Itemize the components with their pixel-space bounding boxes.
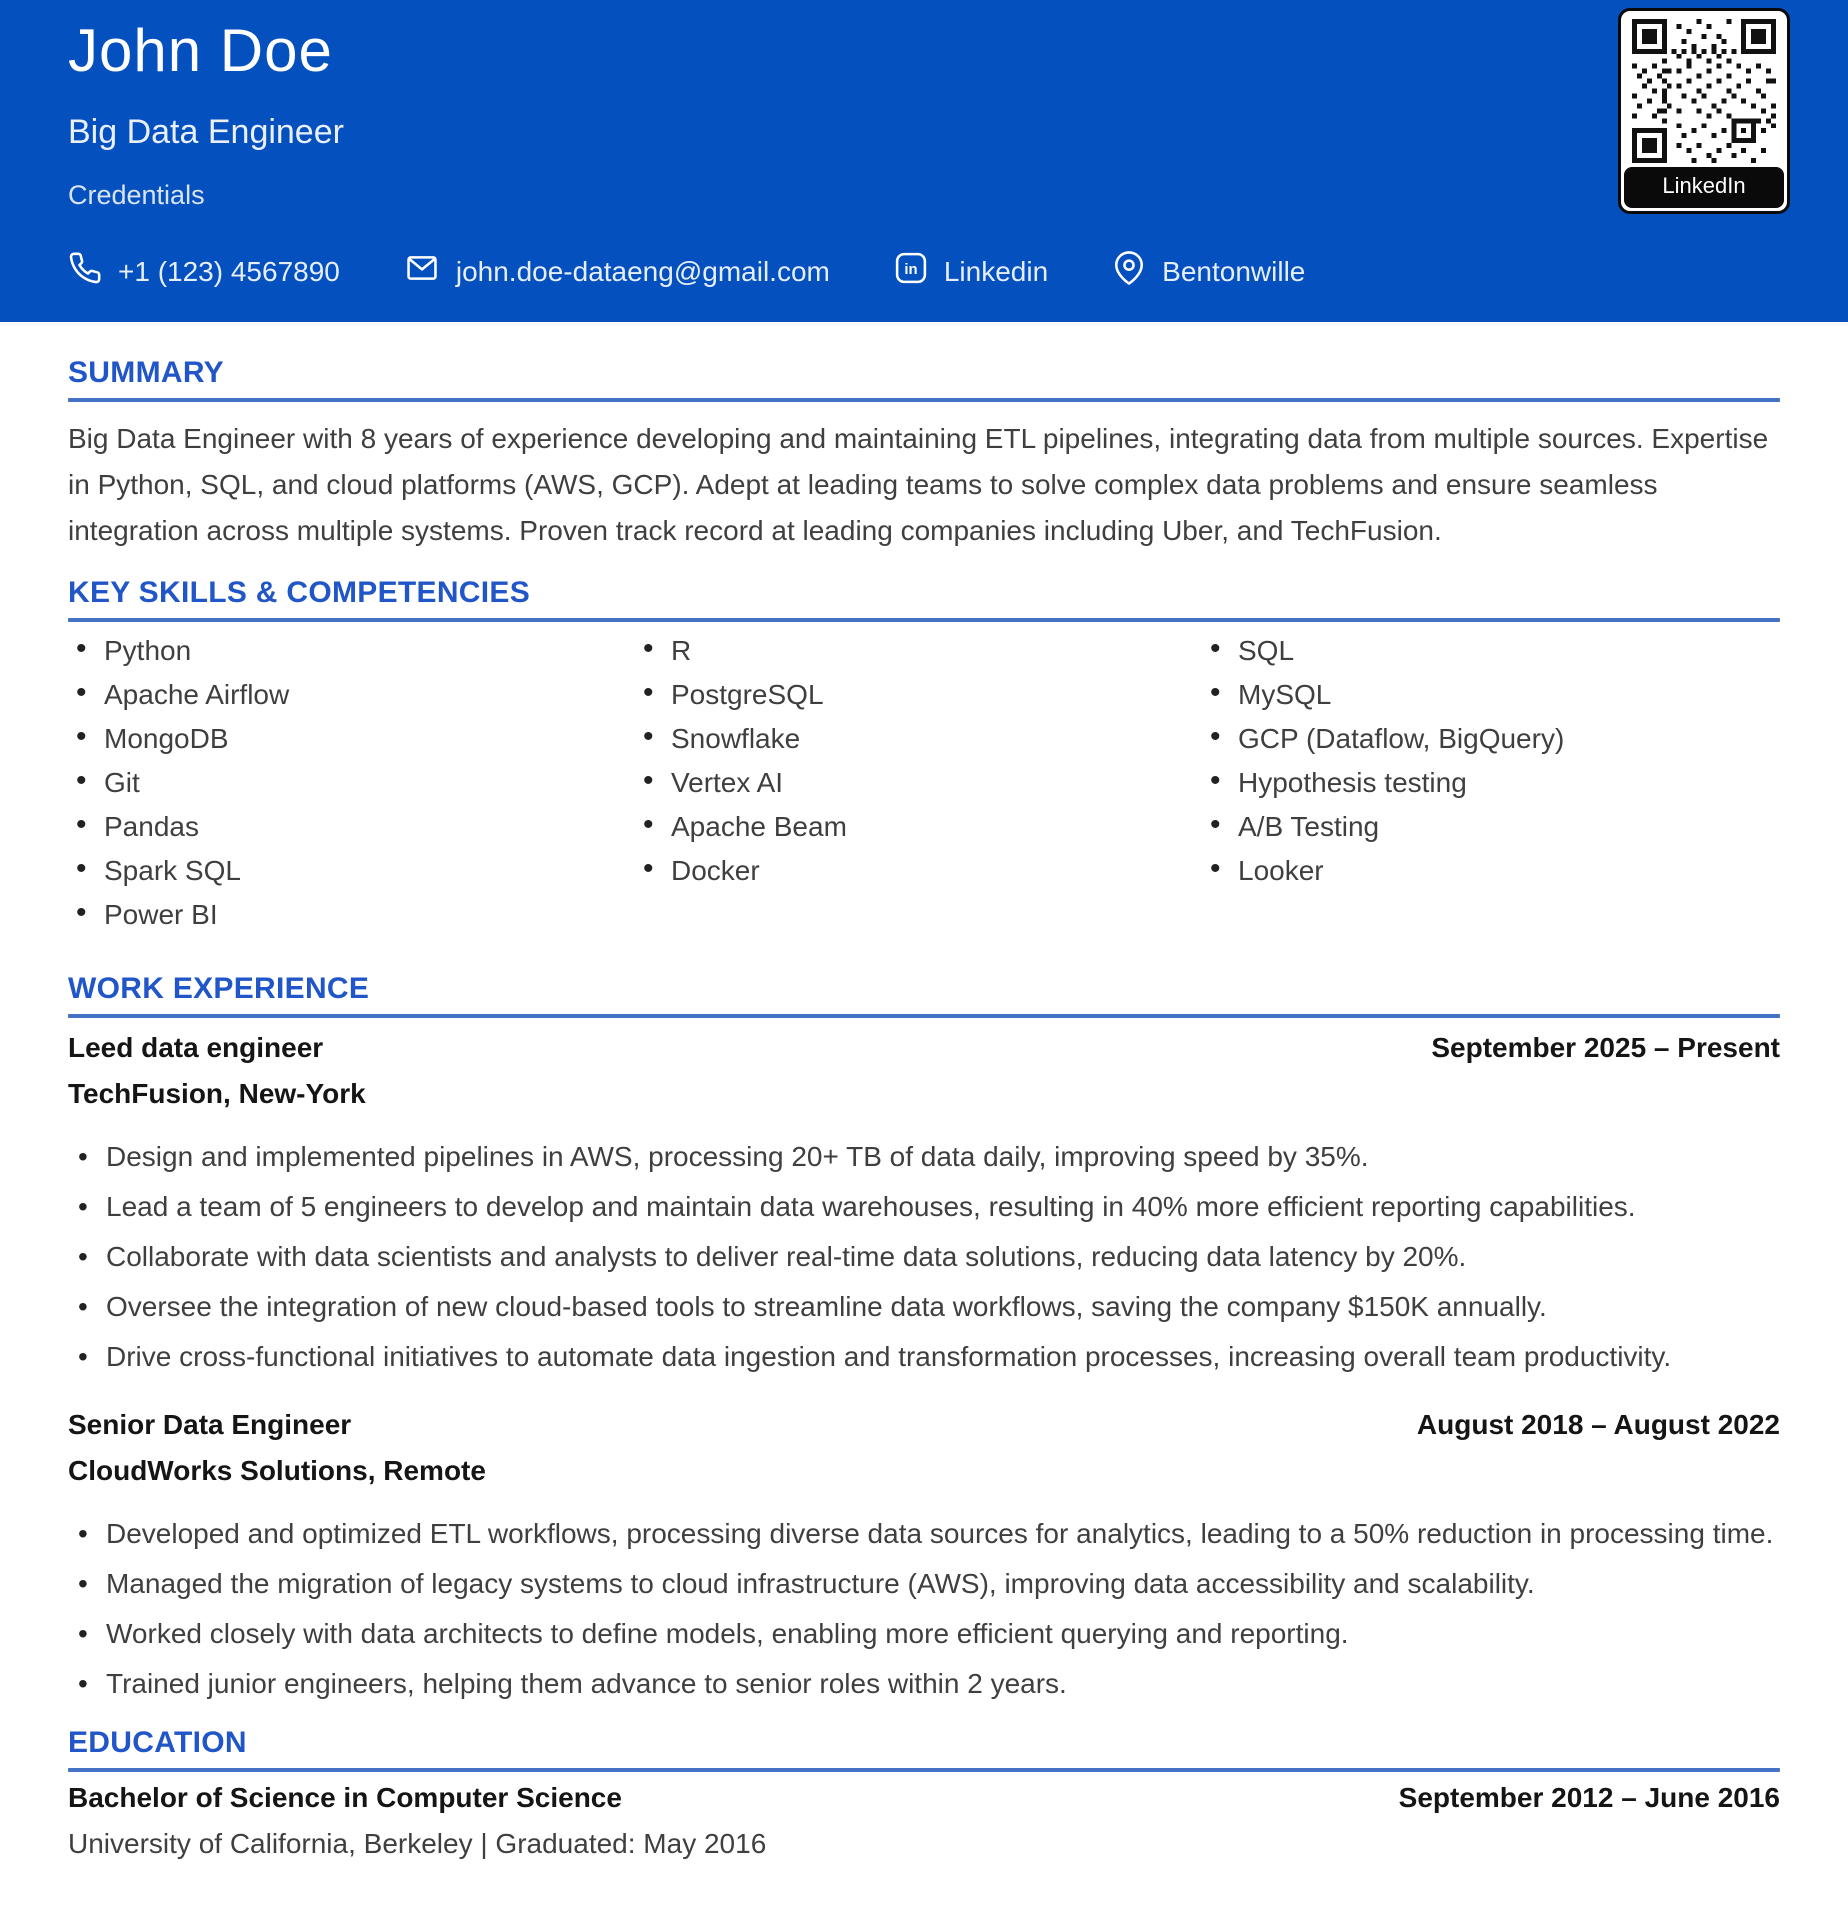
job-bullet: • Design and implemented pipelines in AWS, processing 20+ TB of data daily, improving speed by 35%. bbox=[68, 1134, 1780, 1179]
section-heading-summary: SUMMARY bbox=[68, 356, 224, 389]
contact-email[interactable] bbox=[404, 251, 830, 292]
contact-location-text: Bentonwille bbox=[1162, 255, 1306, 287]
section-heading-education: EDUCATION bbox=[68, 1726, 247, 1759]
skills-column-2 bbox=[635, 636, 1202, 944]
skill-item: • Pandas bbox=[68, 812, 635, 841]
qr-code bbox=[1632, 19, 1776, 163]
skill-item: • Snowflake bbox=[635, 724, 1202, 753]
skill-item: • Python bbox=[68, 636, 635, 665]
phone-icon bbox=[68, 251, 118, 292]
qr-code-card[interactable] bbox=[1618, 8, 1790, 214]
job-bullet: • Managed the migration of legacy systems to cloud infrastructure (AWS), improving data accessibility and scalability. bbox=[68, 1561, 1780, 1606]
skill-item: • R bbox=[635, 636, 1202, 665]
section-divider bbox=[68, 618, 1780, 622]
job-bullet: • Trained junior engineers, helping them advance to senior roles within 2 years. bbox=[68, 1661, 1780, 1706]
job-bullet: • Collaborate with data scientists and analysts to deliver real-time data solutions, reducing data latency by 20%. bbox=[68, 1234, 1780, 1279]
skill-item: • MySQL bbox=[1202, 680, 1769, 709]
skill-item: • Hypothesis testing bbox=[1202, 768, 1769, 797]
skill-item: • SQL bbox=[1202, 636, 1769, 665]
location-pin-icon bbox=[1112, 251, 1162, 292]
qr-label: LinkedIn bbox=[1624, 167, 1784, 208]
skill-item: • Git bbox=[68, 768, 635, 797]
education-school: University of California, Berkeley | Graduated: May 2016 bbox=[68, 1828, 767, 1859]
contact-location bbox=[1112, 251, 1305, 292]
section-divider bbox=[68, 1768, 1780, 1772]
skill-item: • PostgreSQL bbox=[635, 680, 1202, 709]
skills-column-1 bbox=[68, 636, 635, 944]
section-divider bbox=[68, 1014, 1780, 1018]
contact-email-text: john.doe-dataeng@gmail.com bbox=[455, 255, 830, 287]
section-divider bbox=[68, 398, 1780, 402]
job-bullet-list bbox=[68, 1511, 1780, 1706]
resume-body bbox=[0, 356, 1848, 1860]
credentials-label: Credentials bbox=[68, 180, 205, 210]
contact-linkedin-text: Linkedin bbox=[943, 255, 1049, 287]
job-entry bbox=[68, 1032, 1780, 1379]
person-name: John Doe bbox=[68, 17, 333, 84]
job-title-text: Leed data engineer bbox=[68, 1032, 324, 1063]
job-bullet-list bbox=[68, 1134, 1780, 1379]
contact-phone-text: +1 (123) 4567890 bbox=[118, 255, 340, 287]
contact-phone bbox=[68, 251, 340, 292]
skill-item: • Apache Airflow bbox=[68, 680, 635, 709]
skill-item: • Apache Beam bbox=[635, 812, 1202, 841]
skill-item: • Spark SQL bbox=[68, 856, 635, 885]
job-company: CloudWorks Solutions, Remote bbox=[68, 1455, 486, 1486]
job-bullet: • Oversee the integration of new cloud-based tools to streamline data workflows, saving the company $150K annually. bbox=[68, 1284, 1780, 1329]
section-heading-experience: WORK EXPERIENCE bbox=[68, 972, 370, 1005]
education-dates: September 2012 – June 2016 bbox=[1398, 1782, 1780, 1813]
job-title-text: Senior Data Engineer bbox=[68, 1409, 352, 1440]
job-bullet: • Worked closely with data architects to define models, enabling more efficient querying and reporting. bbox=[68, 1611, 1780, 1656]
skill-item: • Vertex AI bbox=[635, 768, 1202, 797]
job-entry bbox=[68, 1409, 1780, 1706]
header bbox=[0, 0, 1848, 322]
job-dates: August 2018 – August 2022 bbox=[1416, 1409, 1780, 1440]
job-head bbox=[68, 1032, 1780, 1064]
job-bullet: • Drive cross-functional initiatives to automate data ingestion and transformation processes, increasing overall team productivity. bbox=[68, 1334, 1780, 1379]
summary-text: Big Data Engineer with 8 years of experience developing and maintaining ETL pipelines, integrating data from multiple sources. Expertise in Python, SQL, and cloud platforms (AWS, GCP). Adept at leading teams to solve complex data problems and ensure seamless integration across multiple systems. Proven track record at leading companies including Uber, and TechFusion. bbox=[68, 423, 1769, 546]
skill-item: • Docker bbox=[635, 856, 1202, 885]
skills-grid bbox=[68, 636, 1780, 944]
svg-text:in: in bbox=[904, 262, 918, 279]
job-title: Big Data Engineer bbox=[68, 113, 344, 151]
job-company: TechFusion, New-York bbox=[68, 1078, 366, 1109]
section-heading-skills: KEY SKILLS & COMPETENCIES bbox=[68, 576, 531, 609]
job-head bbox=[68, 1409, 1780, 1441]
skill-item: • MongoDB bbox=[68, 724, 635, 753]
contact-linkedin[interactable] bbox=[894, 251, 1048, 292]
email-icon bbox=[404, 251, 456, 292]
education-head bbox=[68, 1782, 1780, 1814]
skill-item: • Power BI bbox=[68, 900, 635, 929]
job-bullet: • Lead a team of 5 engineers to develop and maintain data warehouses, resulting in 40% more efficient reporting capabilities. bbox=[68, 1184, 1780, 1229]
job-bullet: • Developed and optimized ETL workflows, processing diverse data sources for analytics, leading to a 50% reduction in processing time. bbox=[68, 1511, 1780, 1556]
linkedin-icon bbox=[894, 251, 944, 292]
skill-item: • GCP (Dataflow, BigQuery) bbox=[1202, 724, 1769, 753]
education-degree: Bachelor of Science in Computer Science bbox=[68, 1782, 622, 1813]
skill-item: • Looker bbox=[1202, 856, 1769, 885]
skills-column-3 bbox=[1202, 636, 1769, 944]
skill-item: • A/B Testing bbox=[1202, 812, 1769, 841]
contact-row bbox=[68, 251, 1369, 292]
job-dates: September 2025 – Present bbox=[1431, 1032, 1780, 1063]
